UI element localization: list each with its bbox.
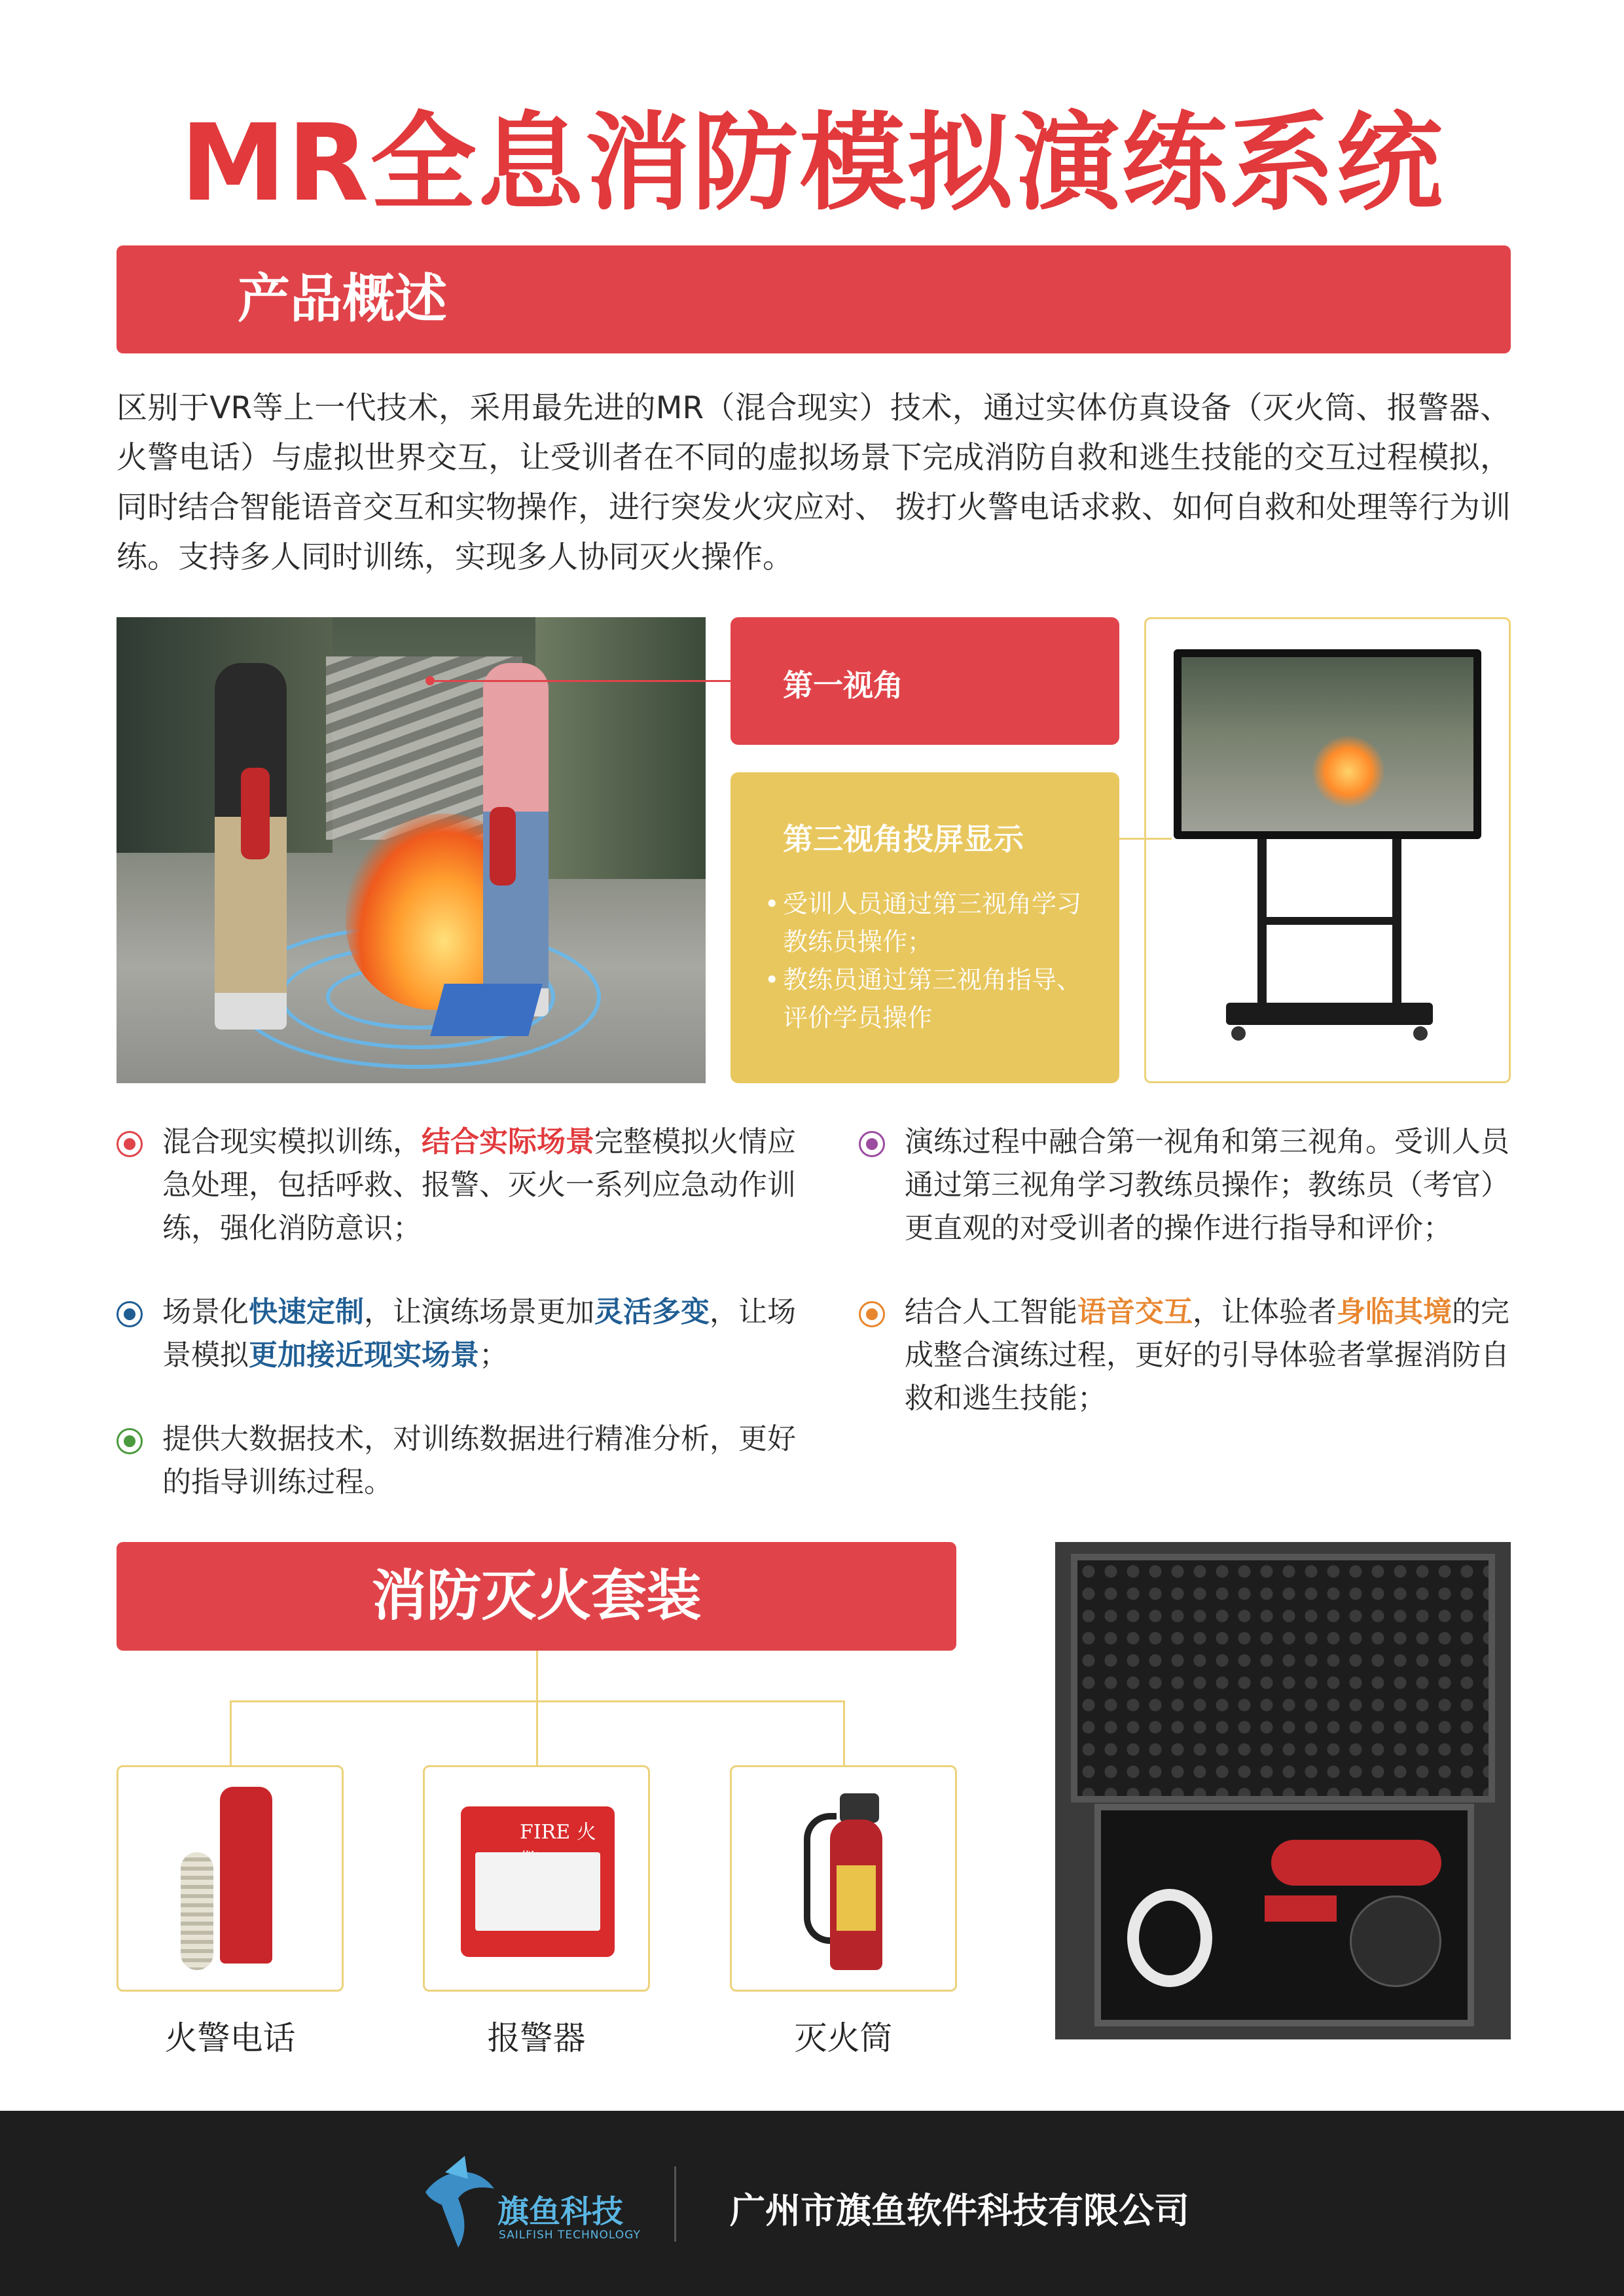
kit-item-phone: [117, 1765, 344, 1992]
connector-line: [430, 680, 731, 682]
first-view-box: [731, 617, 1119, 745]
logo-text: 旗鱼科技: [497, 2193, 624, 2230]
kit-item-alarm: [423, 1765, 650, 1992]
display-screen-photo: [1144, 617, 1511, 1083]
tree-line: [230, 1700, 232, 1765]
sailfish-logo-icon: [419, 2153, 497, 2251]
first-view-label: 第一视角: [783, 668, 903, 703]
bullet-icon: [859, 1131, 885, 1157]
logo-subtext: SAILFISH TECHNOLOGY: [499, 2229, 641, 2242]
company-name: 广州市旗鱼软件科技有限公司: [730, 2190, 1189, 2231]
tree-line: [536, 1700, 538, 1765]
third-view-box: [731, 772, 1119, 1083]
third-view-title: 第三视角投屏显示: [783, 821, 1024, 857]
section-header-overview: [117, 245, 1511, 353]
list-item: • 受训人员通过第三视角学习教练员操作；: [761, 885, 1101, 961]
kit-label: 灭火筒: [794, 2019, 893, 2057]
footer: [0, 2111, 1624, 2296]
section-heading: 消防灭火套装: [371, 1564, 702, 1628]
page-title: MR全息消防模拟演练系统: [180, 102, 1444, 225]
alarm-button-icon: FIRE 火: [461, 1806, 615, 1957]
tree-line: [536, 1651, 538, 1700]
bullet-icon: [117, 1428, 143, 1454]
third-view-points: [761, 885, 1101, 1037]
intro-paragraph: 区别于VR等上一代技术，采用最先进的MR（混合现实）技术，通过实体仿真设备（灭火筒、报警器、火警电话）与虚拟世界交互，让受训者在不同的虚拟场景下完成消防自救和逃生技能的交互过程模拟，同时结合智能语音交互和实物操作，进行突发火灾应对、 拨打火警电话求救、如何自救和处理等行为训练。支持多人同时训练，实现多人协同灭火操作。: [117, 390, 1511, 575]
bullet-icon: [117, 1131, 143, 1157]
kit-label: 报警器: [487, 2019, 586, 2057]
list-item: • 教练员通过第三视角指导、评价学员操作: [761, 961, 1101, 1037]
kit-label: 火警电话: [164, 2019, 296, 2057]
bullet-icon: [117, 1301, 143, 1327]
training-scene-photo: [117, 617, 706, 1083]
kit-item-extinguisher: [730, 1765, 957, 1992]
footer-divider: [674, 2166, 676, 2242]
tree-line: [843, 1700, 845, 1765]
kit-case-photo: [1055, 1542, 1511, 2039]
section-header-kit: [117, 1542, 956, 1651]
bullet-icon: [859, 1301, 885, 1327]
section-heading: 产品概述: [238, 268, 447, 329]
